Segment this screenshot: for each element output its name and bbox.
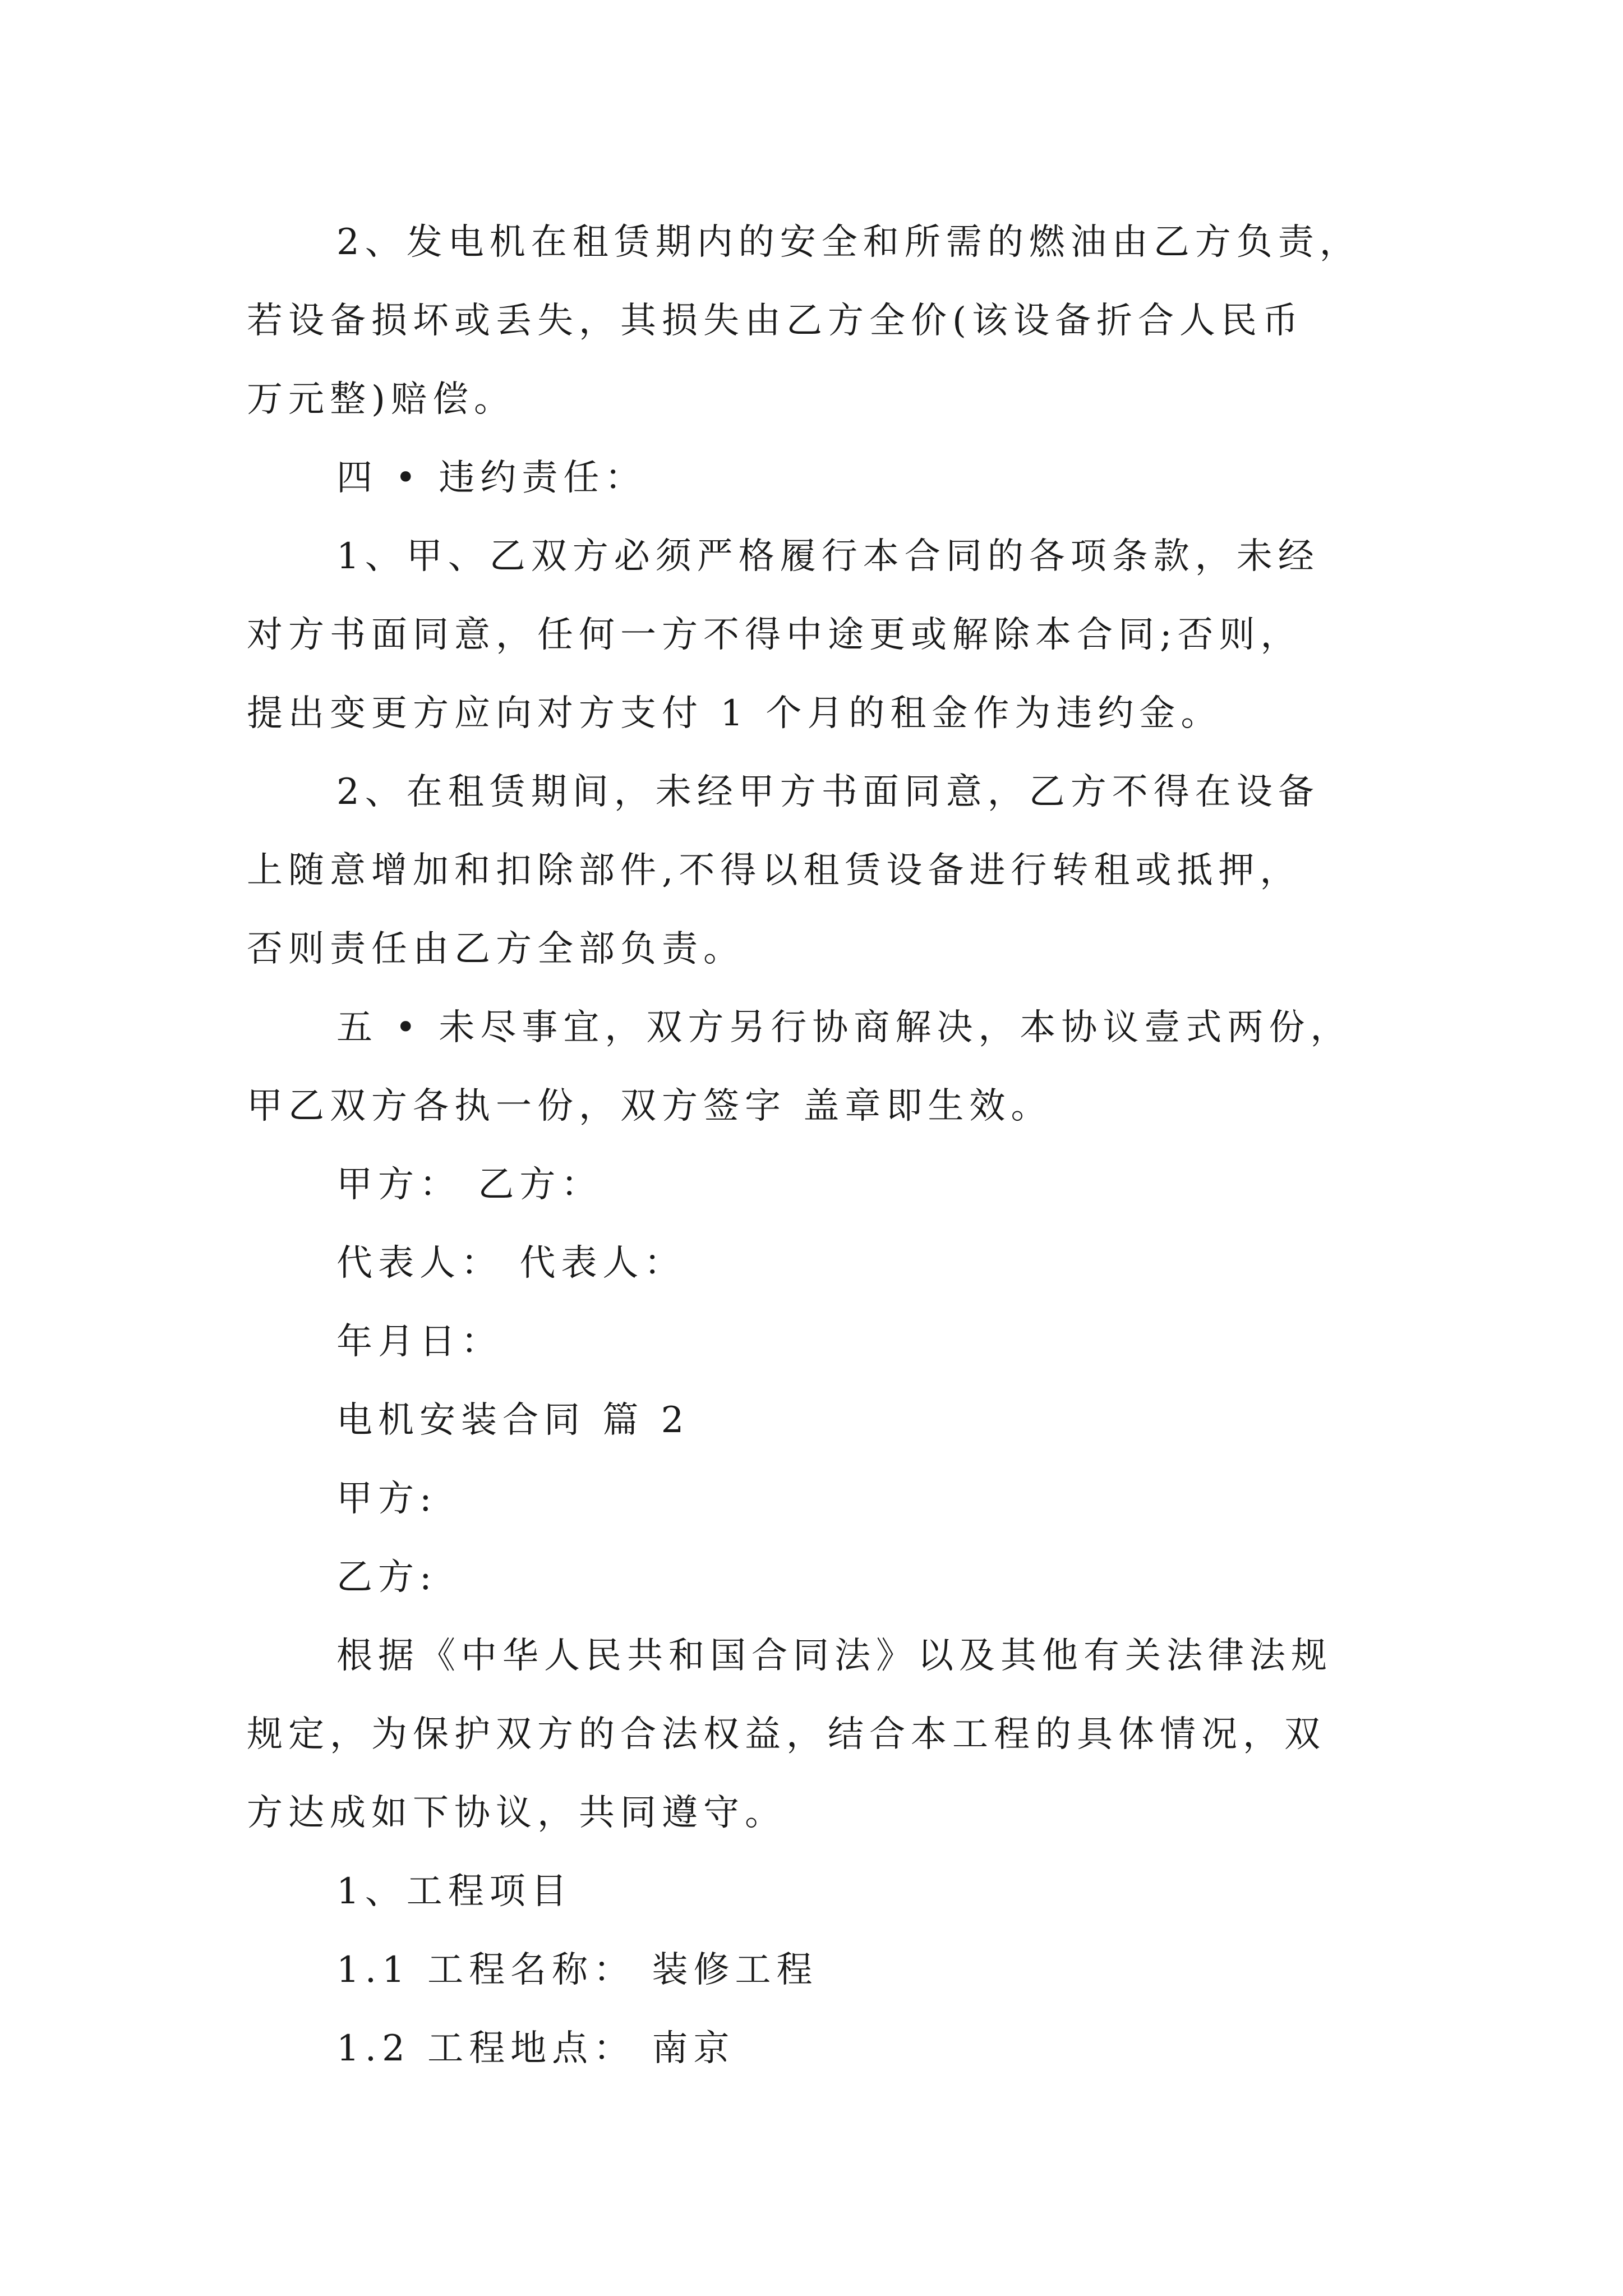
contract-2-party-b: 乙方: [336, 1557, 437, 1598]
section-5-line-1: 五 • 未尽事宜，双方另行协商解决，本协议壹式两份， [336, 1007, 1352, 1048]
contract-2-preamble-line-1: 根据《中华人民共和国合同法》以及其他有关法律法规 [336, 1635, 1332, 1677]
clause-4-1-line-1: 1、甲、乙双方必须严格履行本合同的各项条款，未经 [336, 536, 1320, 577]
signature-parties: 甲方： 乙方： [336, 1164, 603, 1205]
clause-4-2-line-2: 上随意增加和扣除部件,不得以租赁设备进行转租或抵押， [247, 850, 1302, 891]
contract-2-title: 电机安装合同 篇 2 [336, 1400, 690, 1441]
clause-4-1-line-2: 对方书面同意，任何一方不得中途更或解除本合同;否则， [247, 614, 1302, 656]
clause-4-2-line-1: 2、在租赁期间，未经甲方书面同意，乙方不得在设备 [336, 771, 1320, 813]
signature-representatives: 代表人： 代表人： [336, 1243, 686, 1284]
item-1-2: 1.2 工程地点： 南京 [336, 2028, 735, 2069]
contract-2-preamble-line-2: 规定，为保护双方的合法权益，结合本工程的具体情况，双 [247, 1714, 1326, 1755]
item-1-1: 1.1 工程名称： 装修工程 [336, 1949, 818, 1991]
clause-3-2-line-3: 万元整)赔偿。 [247, 379, 515, 420]
item-1-heading: 1、工程项目 [336, 1871, 573, 1912]
clause-4-2-line-3: 否则责任由乙方全部负责。 [247, 928, 745, 970]
clause-3-2-line-1: 2、发电机在租赁期内的安全和所需的燃油由乙方负责， [336, 222, 1361, 263]
signature-date: 年月日： [336, 1321, 502, 1363]
section-5-line-2: 甲乙双方各执一份，双方签字 盖章即生效。 [247, 1085, 1053, 1127]
clause-4-1-line-3: 提出变更方应向对方支付 1 个月的租金作为违约金。 [247, 693, 1223, 734]
clause-3-2-line-2: 若设备损坏或丢失，其损失由乙方全价(该设备折合人民币 [247, 300, 1304, 342]
contract-2-preamble-line-3: 方达成如下协议，共同遵守。 [247, 1792, 786, 1834]
contract-2-party-a: 甲方: [336, 1478, 437, 1520]
section-4-heading: 四 • 违约责任： [336, 457, 647, 499]
